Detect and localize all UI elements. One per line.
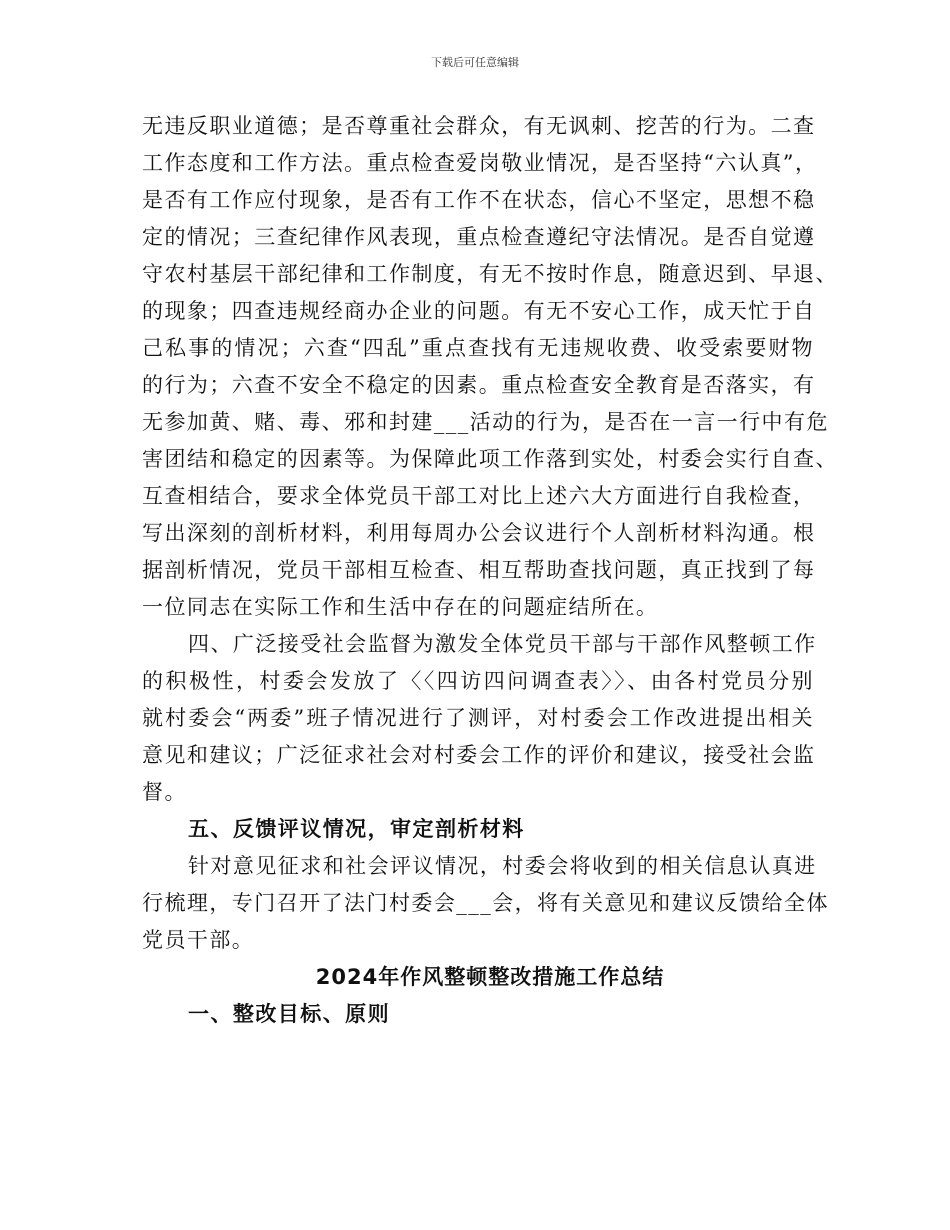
paragraph-line: 一位同志在实际工作和生活中存在的问题症结所在。 bbox=[142, 595, 659, 619]
paragraph-line: 意见和建议；广泛征求社会对村委会工作的评价和建议，接受社会监 bbox=[142, 743, 816, 767]
paragraph-line: 害团结和稳定的因素等。为保障此项工作落到实处，村委会实行自查、 bbox=[142, 447, 838, 471]
paragraph-line: 行梳理，专门召开了法门村委会___会，将有关意见和建议反馈给全体 bbox=[142, 891, 829, 915]
paragraph-line: 针对意见征求和社会评议情况，村委会将收到的相关信息认真进 bbox=[188, 854, 817, 878]
paragraph-line: 就村委会“两委”班子情况进行了测评，对村委会工作改进提出相关 bbox=[142, 706, 814, 730]
paragraph-line: 的行为；六查不安全不稳定的因素。重点检查安全教育是否落实，有 bbox=[142, 373, 816, 397]
document-title: 2024年作风整顿整改措施工作总结 bbox=[315, 965, 665, 989]
section-heading: 一、整改目标、原则 bbox=[188, 1002, 391, 1026]
paragraph-line: 定的情况；三查纪律作风表现，重点检查遵纪守法情况。是否自觉遵 bbox=[142, 225, 816, 249]
paragraph-line: 是否有工作应付现象，是否有工作不在状态，信心不坚定，思想不稳 bbox=[142, 188, 816, 212]
paragraph-line: 据剖析情况，党员干部相互检查、相互帮助查找问题，真正找到了每 bbox=[142, 558, 816, 582]
paragraph-line: 四、广泛接受社会监督为激发全体党员干部与干部作风整顿工作 bbox=[188, 632, 817, 656]
paragraph-line: 写出深刻的剖析材料，利用每周办公会议进行个人剖析材料沟通。根 bbox=[142, 521, 816, 545]
page-header: 下载后可任意编辑 bbox=[431, 56, 519, 69]
paragraph-line: 己私事的情况；六查“四乱”重点查找有无违规收费、收受索要财物 bbox=[142, 336, 814, 360]
paragraph-line: 党员干部。 bbox=[142, 928, 255, 952]
paragraph-line: 无违反职业道德；是否尊重社会群众，有无讽刺、挖苦的行为。二查 bbox=[142, 114, 816, 138]
section-heading: 五、反馈评议情况，审定剖析材料 bbox=[188, 817, 525, 841]
paragraph-line: 工作态度和工作方法。重点检查爱岗敬业情况，是否坚持“六认真”， bbox=[142, 151, 818, 175]
paragraph-line: 的现象；四查违规经商办企业的问题。有无不安心工作，成天忙于自 bbox=[142, 299, 816, 323]
paragraph-line: 的积极性，村委会发放了〈〈四访四问调查表〉〉、由各村党员分别 bbox=[142, 669, 814, 693]
paragraph-line: 无参加黄、赌、毒、邪和封建___活动的行为，是否在一言一行中有危 bbox=[142, 410, 829, 434]
paragraph-line: 督。 bbox=[142, 780, 187, 804]
paragraph-line: 守农村基层干部纪律和工作制度，有无不按时作息，随意迟到、早退、 bbox=[142, 262, 838, 286]
document-body bbox=[142, 108, 838, 1033]
paragraph-line: 互查相结合，要求全体党员干部工对比上述六大方面进行自我检查， bbox=[142, 484, 816, 508]
